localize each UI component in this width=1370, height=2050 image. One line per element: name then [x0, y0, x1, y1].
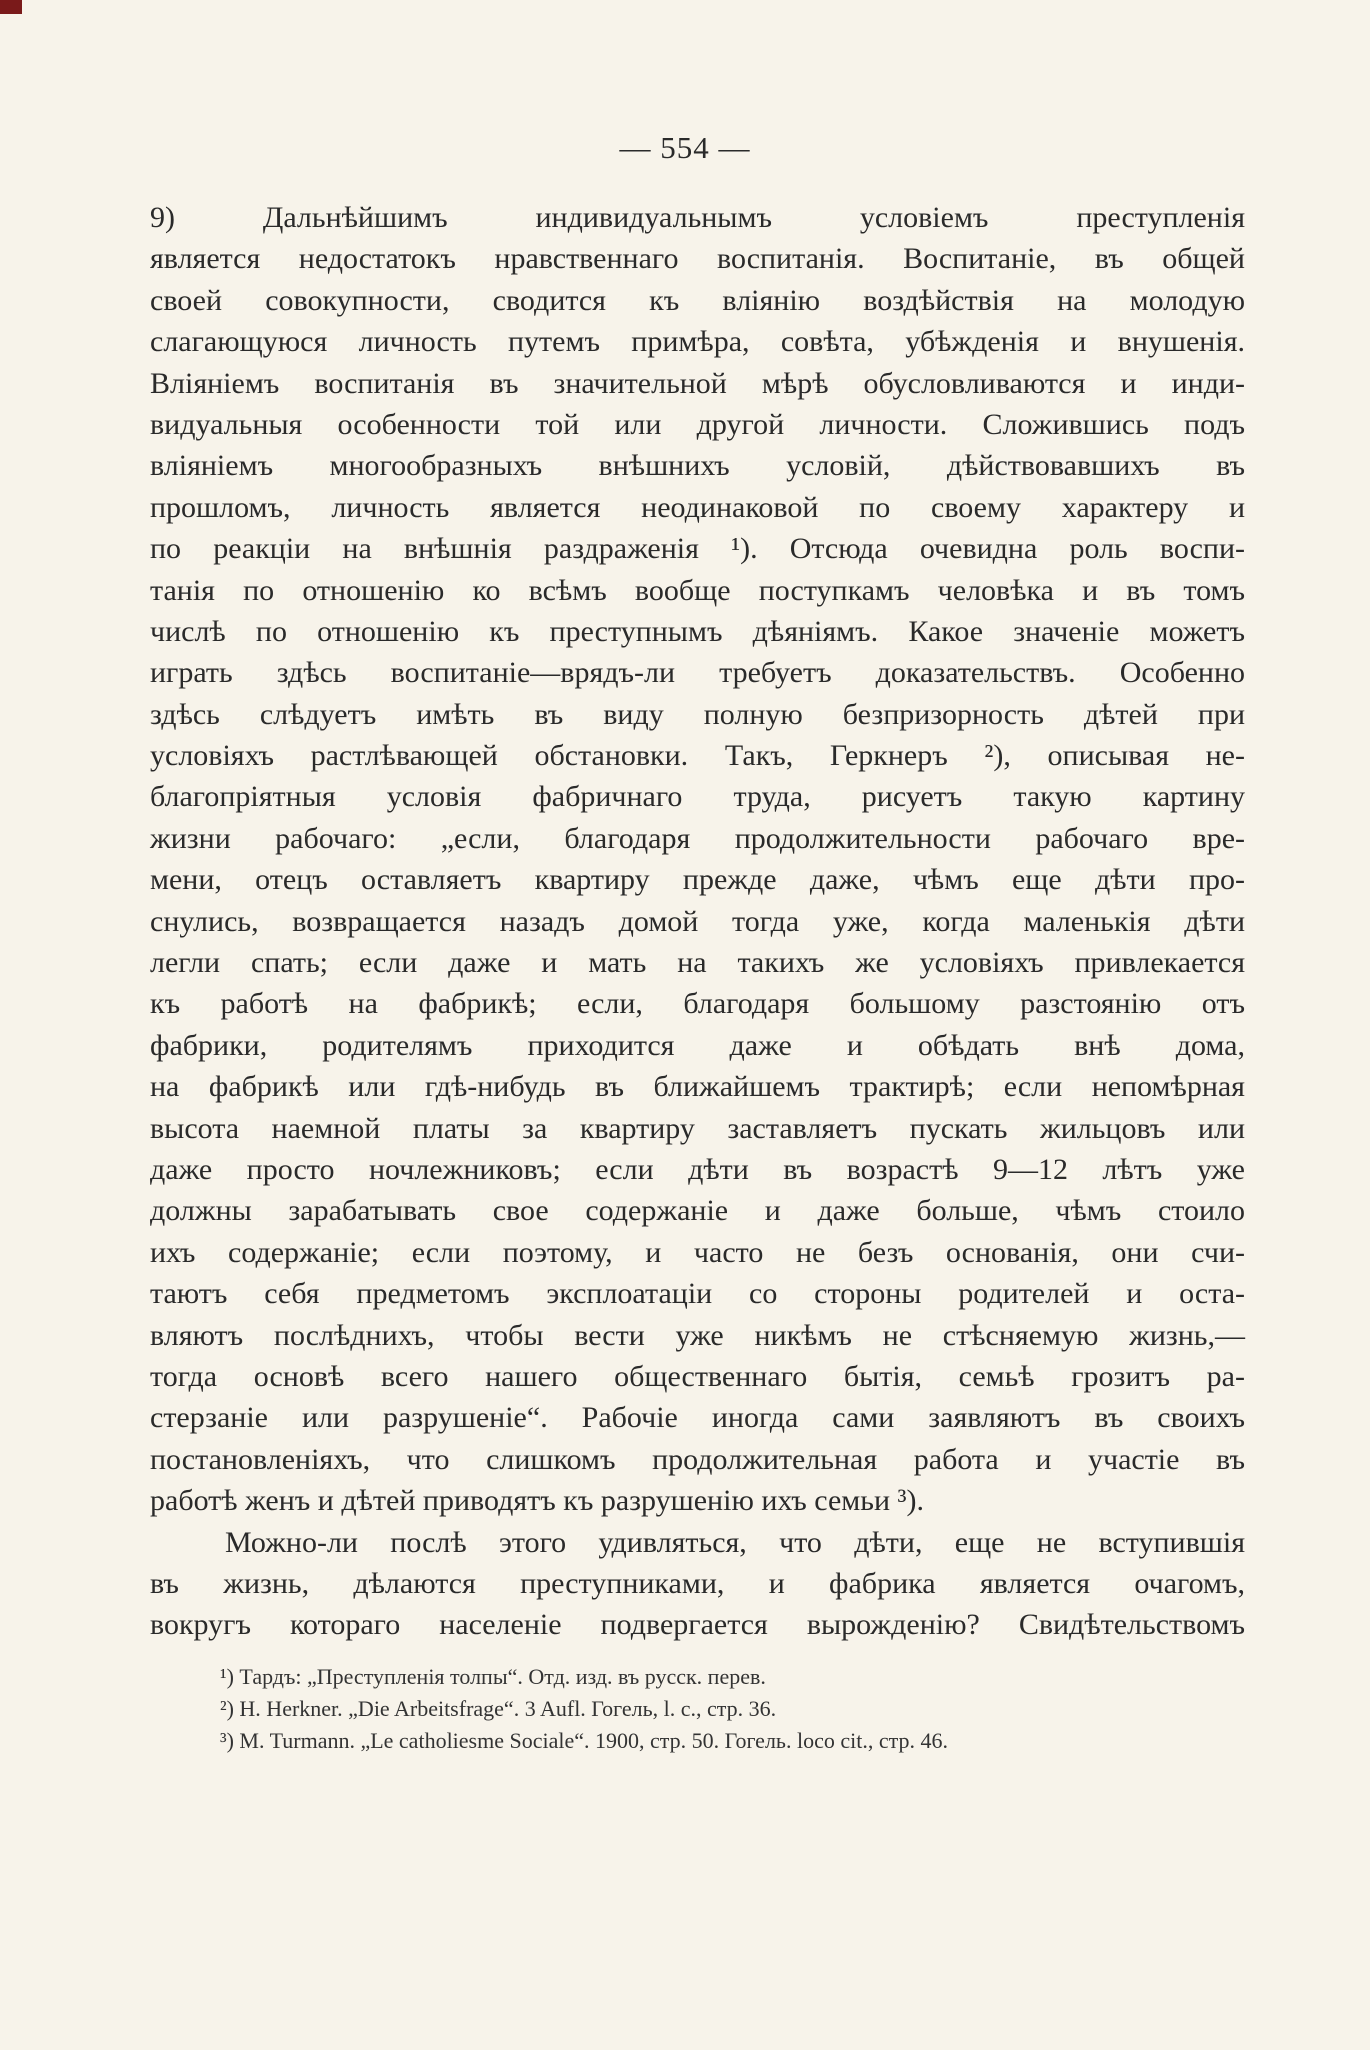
footnote: ²) H. Herkner. „Die Arbeitsfrage“. 3 Aufl. Гогель, l. c., стр. 36.	[220, 1696, 777, 1721]
text-line: стерзаніе или разрушеніе“. Рабочіе иногда сами заявляютъ въ своихъ	[150, 1401, 1245, 1435]
text-line: играть здѣсь воспитаніе—врядъ-ли требуетъ доказательствъ. Особенно	[150, 656, 1245, 690]
text-line: должны зарабатывать свое содержаніе и даже больше, чѣмъ стоило	[150, 1194, 1245, 1228]
text-line: ихъ содержаніе; если поэтому, и часто не безъ основанія, они счи-	[150, 1235, 1245, 1269]
text-line: высота наемной платы за квартиру заставляетъ пускать жильцовъ или	[150, 1111, 1245, 1145]
text-line: къ работѣ на фабрикѣ; если, благодаря большому разстоянію отъ	[150, 987, 1245, 1021]
text-line: вляютъ послѣднихъ, чтобы вести уже никѣмъ не стѣсняемую жизнь,—	[150, 1318, 1245, 1352]
footnotes	[220, 1661, 1250, 1757]
text-line: снулись, возвращается назадъ домой тогда уже, когда маленькія дѣти	[150, 904, 1245, 938]
text-line: вокругъ котораго населеніе подвергается вырожденію? Свидѣтельствомъ	[150, 1608, 1245, 1642]
text-line: въ жизнь, дѣлаются преступниками, и фабрика является очагомъ,	[150, 1566, 1245, 1600]
page-corner-mark	[0, 0, 22, 14]
text-line: числѣ по отношенію къ преступнымъ дѣяніямъ. Какое значеніе можетъ	[150, 614, 1245, 648]
footnote: ³) M. Turmann. „Le catholiesme Sociale“. 1900, стр. 50. Гогель. loco cit., стр. 46.	[220, 1728, 948, 1753]
text-line: слагающуюся личность путемъ примѣра, совѣта, убѣжденія и внушенія.	[150, 325, 1245, 359]
text-line: танія по отношенію ко всѣмъ вообще поступкамъ человѣка и въ томъ	[150, 573, 1245, 607]
body-text	[150, 197, 1245, 1646]
text-line: легли спать; если даже и мать на такихъ же условіяхъ привлекается	[150, 946, 1245, 980]
text-line: Можно-ли послѣ этого удивляться, что дѣти, еще не вступившія	[225, 1525, 1245, 1559]
text-line: тогда основѣ всего нашего общественнаго бытія, семьѣ грозитъ ра-	[150, 1359, 1245, 1393]
text-line: своей совокупности, сводится къ вліянію воздѣйствія на молодую	[150, 283, 1245, 317]
text-line: по реакціи на внѣшнія раздраженія ¹). Отсюда очевидна роль воспи-	[150, 532, 1245, 566]
text-line: работѣ женъ и дѣтей приводятъ къ разрушенію ихъ семьи ³).	[150, 1484, 924, 1518]
text-line: видуальныя особенности той или другой личности. Сложившись подъ	[150, 407, 1245, 441]
text-line: 9) Дальнѣйшимъ индивидуальнымъ условіемъ преступленія	[150, 201, 1245, 234]
text-line: на фабрикѣ или гдѣ-нибудь въ ближайшемъ трактирѣ; если непомѣрная	[150, 1070, 1245, 1104]
text-line: жизни рабочаго: „если, благодаря продолжительности рабочаго вре-	[150, 821, 1245, 855]
text-line: мени, отецъ оставляетъ квартиру прежде даже, чѣмъ еще дѣти про-	[150, 863, 1245, 897]
text-line: таютъ себя предметомъ эксплоатаціи со стороны родителей и оста-	[150, 1277, 1245, 1311]
text-line: здѣсь слѣдуетъ имѣть въ виду полную безпризорность дѣтей при	[150, 697, 1245, 731]
text-line: постановленіяхъ, что слишкомъ продолжительная работа и участіе въ	[150, 1442, 1245, 1476]
page-number: — 554 —	[619, 130, 751, 165]
text-line: благопріятныя условія фабричнаго труда, рисуетъ такую картину	[150, 780, 1245, 814]
text-line: прошломъ, личность является неодинаковой по своему характеру и	[150, 490, 1245, 524]
text-line: является недостатокъ нравственнаго воспитанія. Воспитаніе, въ общей	[150, 242, 1245, 276]
text-line: даже просто ночлежниковъ; если дѣти въ возрастѣ 9—12 лѣтъ уже	[150, 1152, 1245, 1186]
text-line: фабрики, родителямъ приходится даже и обѣдать внѣ дома,	[150, 1028, 1245, 1062]
text-line: вліяніемъ многообразныхъ внѣшнихъ условій, дѣйствовавшихъ въ	[150, 449, 1245, 483]
text-line: условіяхъ растлѣвающей обстановки. Такъ, Геркнеръ ²), описывая не-	[150, 739, 1245, 773]
text-line: Вліяніемъ воспитанія въ значительной мѣрѣ обусловливаются и инди-	[150, 366, 1245, 400]
footnote: ¹) Тардъ: „Преступленія толпы“. Отд. изд. въ русск. перев.	[220, 1664, 766, 1689]
